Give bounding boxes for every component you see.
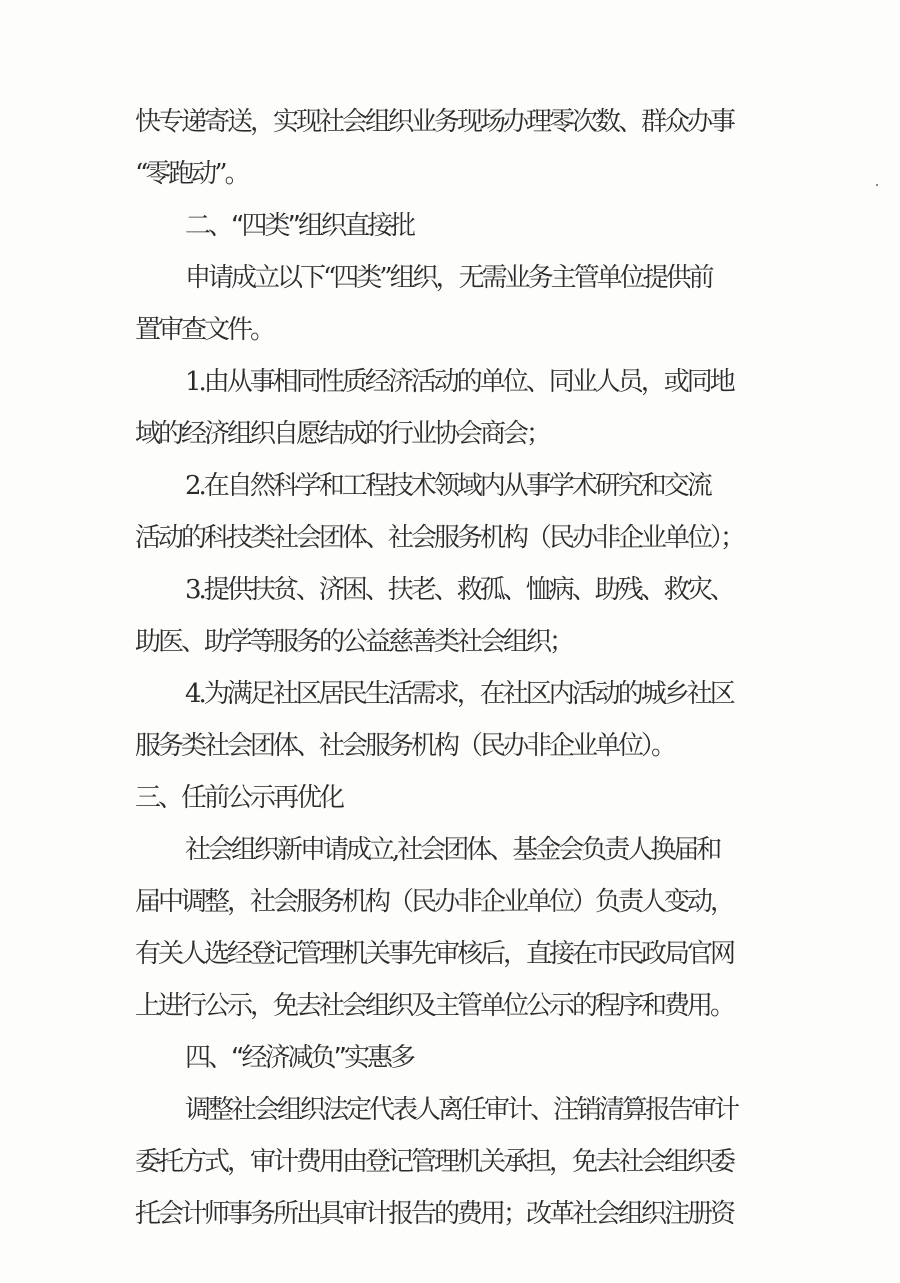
list-item-line: 3.提供扶贫、济困、扶老、救孤、恤病、助残、救灾、	[185, 575, 733, 605]
paragraph-line: 届中调整，社会服务机构（民办非企业单位）负责人变动，	[135, 887, 734, 917]
paragraph-line: 上进行公示，免去社会组织及主管单位公示的程序和费用。	[135, 991, 734, 1021]
paragraph-line: 社会组织新申请成立,社会团体、基金会负责人换届和	[185, 835, 720, 865]
paragraph-line: 委托方式，审计费用由登记管理机关承担，免去社会组织委	[135, 1147, 734, 1177]
paragraph-line: 置审查文件。	[135, 315, 274, 345]
list-item-line: 2.在自然科学和工程技术领域内从事学术研究和交流	[185, 471, 710, 501]
list-item-line: 活动的科技类社会团体、社会服务机构（民办非企业单位）；	[135, 523, 744, 553]
list-item-line: 服务类社会团体、社会服务机构（民办非企业单位）。	[135, 731, 675, 761]
paragraph-line: 调整社会组织法定代表人离任审计、注销清算报告审计	[185, 1095, 738, 1125]
paragraph-line: 申请成立以下“四类”组织，无需业务主管单位提供前	[185, 263, 712, 293]
list-item-line: 助医、助学等服务的公益慈善类社会组织；	[135, 627, 573, 657]
list-item-line: 1.由从事相同性质经济活动的单位、同业人员，或同地	[185, 367, 733, 397]
list-item-line: 4.为满足社区居民生活需求，在社区内活动的城乡社区	[185, 679, 733, 709]
scan-speck	[876, 184, 878, 186]
paragraph-line: 快专递寄送，实现社会组织业务现场办理零次数、群众办事	[135, 107, 734, 137]
paragraph-line: 托会计师事务所出具审计报告的费用；改革社会组织注册资	[135, 1199, 734, 1229]
paragraph-line: “零跑动”。	[135, 159, 248, 189]
paragraph-line: 有关人选经登记管理机关事先审核后，直接在市民政局官网	[135, 939, 734, 969]
list-item-line: 域的经济组织自愿结成的行业协会商会；	[135, 419, 550, 449]
section-heading: 二、“四类”组织直接批	[185, 211, 413, 241]
section-heading: 四、“经济减负”实惠多	[185, 1043, 413, 1073]
section-heading: 三、任前公示再优化	[135, 783, 343, 813]
